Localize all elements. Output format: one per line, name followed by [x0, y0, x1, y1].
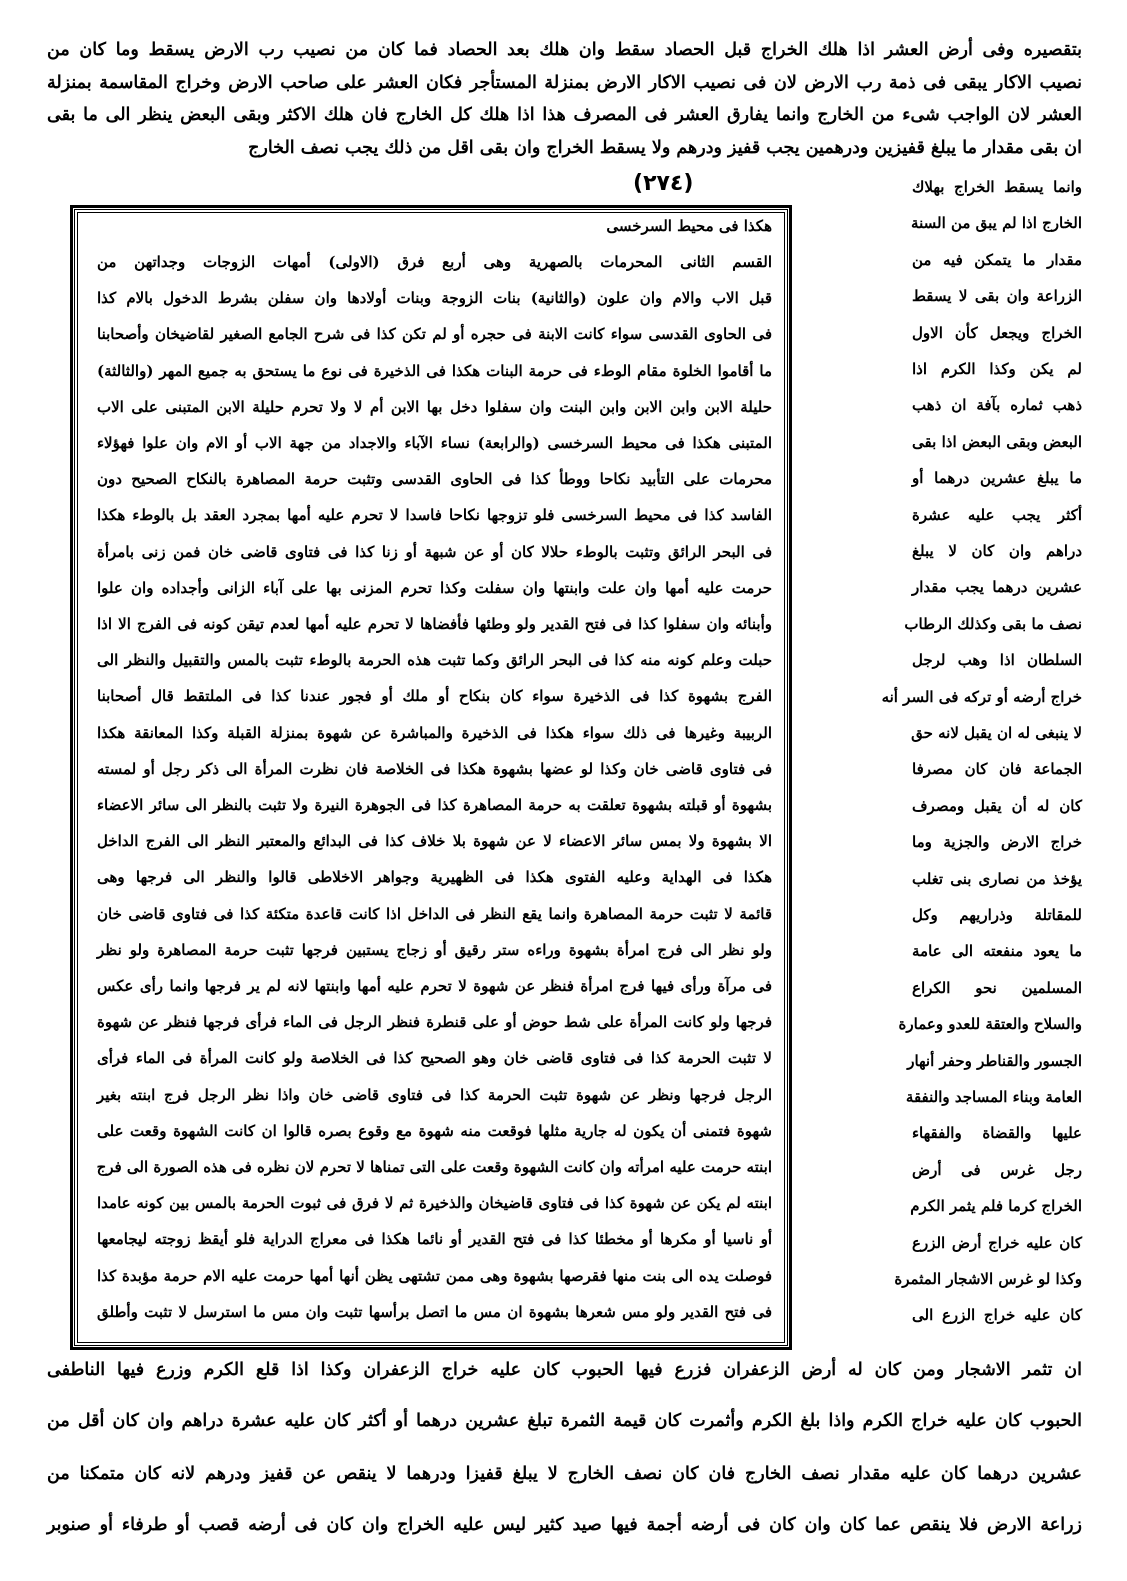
frame-line: ابنته لم يكن عن شهوة كذا فى فتاوى قاضيخان والذخيرة ثم لا فرق فى ثبوت الحرمة بالمس بين كونه عامدا: [97, 1194, 772, 1213]
bottom-line: زراعة الارض فلا ينقص عما كان وان كان فى أرضه أجمة فيها صيد كثير ليس عليه الخراج وان كان فى أرضه قصب أو طرفاء أو صنوبر: [47, 1515, 1082, 1535]
frame-line: فى البحر الرائق وتثبت بالوطء حلالا كان أو عن شبهة أو زنا كذا فى فتاوى قاضى خان فمن زنى بامرأة: [97, 542, 772, 561]
side-line: السلطان اذا وهب لرجل: [912, 651, 1082, 670]
main-text-content: [70, 205, 792, 1350]
frame-line: القسم الثانى المحرمات بالصهرية وهى أربع فرق (الاولى) أمهات الزوجات وجداتهن من: [97, 253, 772, 271]
frame-line: فى فتح القدير ولو مس شعرها بشهوة ان مس ما اتصل برأسها تثبت وان مس ما استرسل لا تثبت وأطلق: [97, 1302, 772, 1321]
side-line: يؤخذ من نصارى بنى تغلب: [912, 869, 1082, 888]
top-line: نصيب الاكار يبقى فى ذمة رب الارض لان فى نصيب الاكار الارض بمنزلة المستأجر فكان العشر على صاحب الارض وخراج المقاسمة بمنزلة: [47, 73, 1082, 93]
side-line: العامة وبناء المساجد والنفقة: [905, 1088, 1082, 1106]
frame-line: وأبنائه وان سفلوا كذا فى فتح القدير ولو وطئها فأفضاها لا تحرم عليه أمها لعدم تيقن كونه فى الفرج الا اذا: [97, 615, 772, 633]
side-line: خراج الارض والجزية وما: [912, 833, 1082, 852]
frame-header-line: هكذا فى محيط السرخسى: [606, 217, 772, 235]
frame-line: فوصلت يده الى بنت منها فقرصها بشهوة وهى ممن تشتهى يظن أنها أمها حرمت عليه الام حرمة مؤبدة كذا: [97, 1266, 772, 1285]
top-line: ان بقى مقدار ما يبلغ قفيزين ودرهمين يجب قفيز ودرهم ولا يسقط الخراج وان بقى اقل من ذلك يجب نصف الخارج: [248, 138, 1082, 158]
frame-line: أو ناسيا أو مكرها أو مخطئا كذا فى فتح القدير أو نائما هكذا فى معراج الدراية فلو أيقظ زوجته ليجامعها: [97, 1230, 772, 1249]
side-line: وانما يسقط الخراج بهلاك: [912, 178, 1082, 196]
frame-line: لا تثبت الحرمة كذا فى فتاوى قاضى خان وهو الصحيح كذا فى الخلاصة ولو كانت المرأة فى الماء فرأى: [97, 1049, 772, 1068]
side-line: عشرين درهما يجب مقدار: [912, 578, 1082, 597]
frame-line: حرمت عليه أمها وان علت وابنتها وان سفلت وكذا تحرم المزنى بها على آباء الزانى وأجداده وان علوا: [97, 578, 772, 597]
side-line: نصف ما بقى وكذلك الرطاب: [904, 614, 1082, 633]
side-line: مقدار ما يتمكن فيه من: [912, 250, 1082, 269]
side-line: الخراج كرما فلم يثمر الكرم: [910, 1197, 1082, 1216]
frame-line: قائمة لا تثبت حرمة المصاهرة وانما يقع النظر فى الداخل اذا كانت قاعدة متكئة كذا فى فتاوى قاضى خان: [97, 904, 772, 923]
frame-line: فرجها ولو كانت المرأة على شط حوض أو على قنطرة فنظر الرجل فى الماء فرأى فرجها فنظر عن شهوة: [97, 1013, 772, 1032]
frame-line: هكذا فى الهداية وعليه الفتوى هكذا فى الظهيرية وجواهر الاخلاطى قالوا والنظر الى فرجها وهى: [97, 868, 772, 887]
side-line: الزراعة وان بقى لا يسقط: [912, 287, 1082, 306]
page-number: (٢٧٤): [633, 171, 694, 196]
side-line: الخراج ويجعل كأن الاول: [912, 323, 1082, 342]
bottom-line: ان تثمر الاشجار ومن كان له أرض الزعفران فزرع فيها الحبوب كان عليه خراج الزعفران وكذا اذا قلع الكرم وزرع فيها الناطفى: [47, 1360, 1082, 1380]
frame-line: الفاسد كذا فى محيط السرخسى فلو تزوجها نكاحا فاسدا لا تحرم عليه أمها بمجرد العقد بل بالوطء هكذا: [97, 506, 772, 525]
top-line: العشر لان الواجب شىء من الخارج وانما يفارق العشر فى المصرف هذا اذا هلك كل الخارج فان هلك الاكثر وبقى البعض ينظر الى ما بقى: [47, 105, 1082, 125]
side-line: الجسور والقناطر وحفر أنهار: [907, 1051, 1082, 1070]
side-line: وكذا لو غرس الاشجار المثمرة: [894, 1270, 1082, 1288]
frame-line: فى فتاوى قاضى خان وكذا لو عضها بشهوة هكذا فى الخلاصة فان نظرت المرأة الى ذكر رجل أو لمسته: [97, 759, 772, 778]
side-line: ما يبلغ عشرين درهما أو: [912, 469, 1082, 488]
frame-line: ابنته حرمت عليه امرأته وان كانت الشهوة وقعت على التى تمناها لا تحرم لان نظره فى هذه الصورة الى فرج: [96, 1158, 772, 1176]
frame-line: الا بشهوة ولا بمس سائر الاعضاء لا عن شهوة بلا خلاف كذا فى البدائع والمعتبر النظر الى الفرج الداخل: [97, 832, 772, 851]
side-line: لا ينبغى له ان يقبل لانه حق: [911, 724, 1082, 742]
side-line: للمقاتلة وذراريهم وكل: [912, 906, 1082, 924]
frame-line: الفرج بشهوة كذا فى الذخيرة سواء كان بنكاح أو ملك أو فجور عندنا كذا فى الملتقط قال أصحابنا: [97, 687, 772, 706]
frame-line: محرمات على التأبيد نكاحا ووطأ كذا فى الحاوى القدسى وتثبت حرمة المصاهرة بالنكاح الصحيح دون: [97, 470, 772, 489]
side-line: كان عليه خراج أرض الزرع: [912, 1233, 1082, 1252]
side-line: الجماعة فان كان مصرفا: [912, 760, 1082, 779]
side-line: عليها والقضاة والفقهاء: [912, 1124, 1082, 1143]
side-line: كان عليه خراج الزرع الى: [912, 1306, 1082, 1325]
top-line: بتقصيره وفى أرض العشر اذا هلك الخراج قبل الحصاد سقط وان هلك بعد الحصاد فما كان من نصيب رب الارض يسقط وما كان من: [47, 40, 1082, 60]
side-line: خراج أرضه أو تركه فى السر أنه: [881, 687, 1082, 706]
frame-line: بشهوة أو قبلته بشهوة تعلقت به حرمة المصاهرة كذا فى الجوهرة النيرة ولا تثبت بالنظر الى سائر الاعضاء: [97, 796, 772, 814]
side-line: ذهب ثماره بآفة ان ذهب: [912, 396, 1082, 415]
side-line: كان له أن يقبل ومصرف: [912, 796, 1082, 815]
frame-line: حبلت وعلم كونه منه كذا فى البحر الرائق وكما تثبت هذه الحرمة بالوطء تثبت بالمس والتقبيل والنظر الى: [97, 651, 772, 670]
frame-line: الربيبة وغيرها فى ذلك سواء هكذا فى الذخيرة والمباشرة عن شهوة بمنزلة القبلة وكذا المعانقة هكذا: [97, 723, 772, 742]
side-line: المسلمين نحو الكراع: [912, 978, 1082, 997]
frame-line: الرجل فرجها ونظر عن شهوة تثبت الحرمة كذا فى فتاوى قاضى خان واذا نظر الرجل فرج ابنته بغير: [97, 1085, 772, 1104]
side-line: رجل غرس فى أرض: [912, 1160, 1082, 1179]
frame-line: ولو نظر الى فرج امرأة بشهوة وراءه ستر رقيق أو زجاج يستبين فرجها تثبت حرمة المصاهرة ولو نظر: [97, 940, 772, 959]
side-line: دراهم وان كان لا يبلغ: [912, 542, 1082, 560]
side-line: ما يعود منفعته الى عامة: [912, 942, 1082, 961]
frame-line: شهوة فتمنى أن يكون له جارية مثلها فوقعت منه شهوة مع وقوع بصره قالوا ان كانت الشهوة وقعت على: [97, 1121, 772, 1140]
side-line: البعض وبقى البعض اذا بقى: [912, 432, 1082, 451]
side-line: الخارج اذا لم يبق من السنة: [911, 214, 1082, 233]
frame-line: حليلة الابن وابن الابن وابن البنت وان سفلوا دخل بها الابن أم لا ولا تحرم حليلة الابن المتبنى على الاب: [97, 397, 772, 416]
frame-line: قبل الاب والام وان علون (والثانية) بنات الزوجة وبنات أولادها وان سفلن بشرط الدخول بالام كذا: [97, 289, 772, 308]
side-line: والسلاح والعتقة للعدو وعمارة: [898, 1015, 1082, 1034]
bottom-line: عشرين درهما كان عليه مقدار نصف الخارج فان كان نصف الخارج لا يبلغ قفيزا ودرهما لا ينقص عن قفيز ودرهم لانه كان متمكنا من: [47, 1464, 1082, 1484]
side-line: أكثر يجب عليه عشرة: [912, 505, 1082, 524]
side-line: لم يكن وكذا الكرم اذا: [912, 360, 1082, 378]
frame-line: المتبنى هكذا فى محيط السرخسى (والرابعة) نساء الآباء والاجداد من جهة الاب أو الام وان علوا فهؤلاء: [97, 434, 772, 452]
frame-line: فى الحاوى القدسى سواء كانت الابنة فى حجره أو لم تكن كذا فى شرح الجامع الصغير لقاضيخان وأصحابنا: [97, 325, 772, 344]
bottom-line: الحبوب كان عليه خراج الكرم واذا بلغ الكرم وأثمرت كان قيمة الثمرة تبلغ عشرين درهما أو أكثر كان عليه عشرة دراهم وان كان أقل من: [47, 1411, 1082, 1431]
frame-line: ما أقاموا الخلوة مقام الوطء فى حرمة البنات هكذا فى الذخيرة فى نوع ما يستحق به جميع المهر (والثالثة): [97, 361, 772, 380]
frame-line: فى مرآة ورأى فيها فرج امرأة فنظر عن شهوة لا تحرم عليه أمها وابنتها لانه لم ير فرجها وانما رأى عكس: [97, 977, 772, 995]
